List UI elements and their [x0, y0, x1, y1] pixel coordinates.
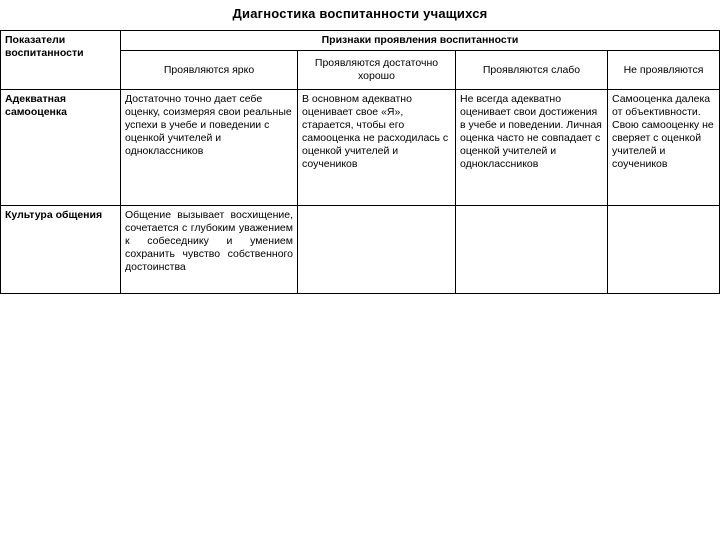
table-row: [1, 90, 720, 206]
table-row: [1, 206, 720, 294]
column-header: Проявляются слабо: [456, 51, 608, 90]
table-cell: Не всегда адекватно оценивает свои достижения в учебе и поведении. Личная оценка часто не совпадает с оценкой учителей и одноклассников: [456, 90, 608, 206]
table-cell: В основном адекватно оценивает свое «Я», старается, чтобы его самооценка не расходилась с оценкой учителей и соучеников: [298, 90, 456, 206]
table-cell: Достаточно точно дает себе оценку, соизмеряя свои реальные успехи в учебе и поведении с оценкой учителей и одноклассников: [121, 90, 298, 206]
table-cell: Самооценка далека от объективности. Свою самооценку не сверяет с оценкой учителей и соучеников: [608, 90, 720, 206]
signs-header: Признаки проявления воспитанности: [121, 31, 720, 51]
table-cell: [456, 206, 608, 294]
row-label: Культура общения: [1, 206, 121, 294]
table-cell: [608, 206, 720, 294]
header-row: [1, 31, 720, 51]
table-cell: Общение вызывает восхищение, сочетается с глубоким уважением к собеседнику и умением сохранить чувство собственного достоинства: [121, 206, 298, 294]
row-label: Адекватная самооценка: [1, 90, 121, 206]
table-cell: [298, 206, 456, 294]
page-title: Диагностика воспитанности учащихся: [232, 6, 488, 21]
column-header: Не проявляются: [608, 51, 720, 90]
column-header: Проявляются достаточно хорошо: [298, 51, 456, 90]
indicators-header: Показатели воспитанности: [1, 31, 121, 90]
column-header: Проявляются ярко: [121, 51, 298, 90]
diagnostics-table: [0, 30, 720, 294]
